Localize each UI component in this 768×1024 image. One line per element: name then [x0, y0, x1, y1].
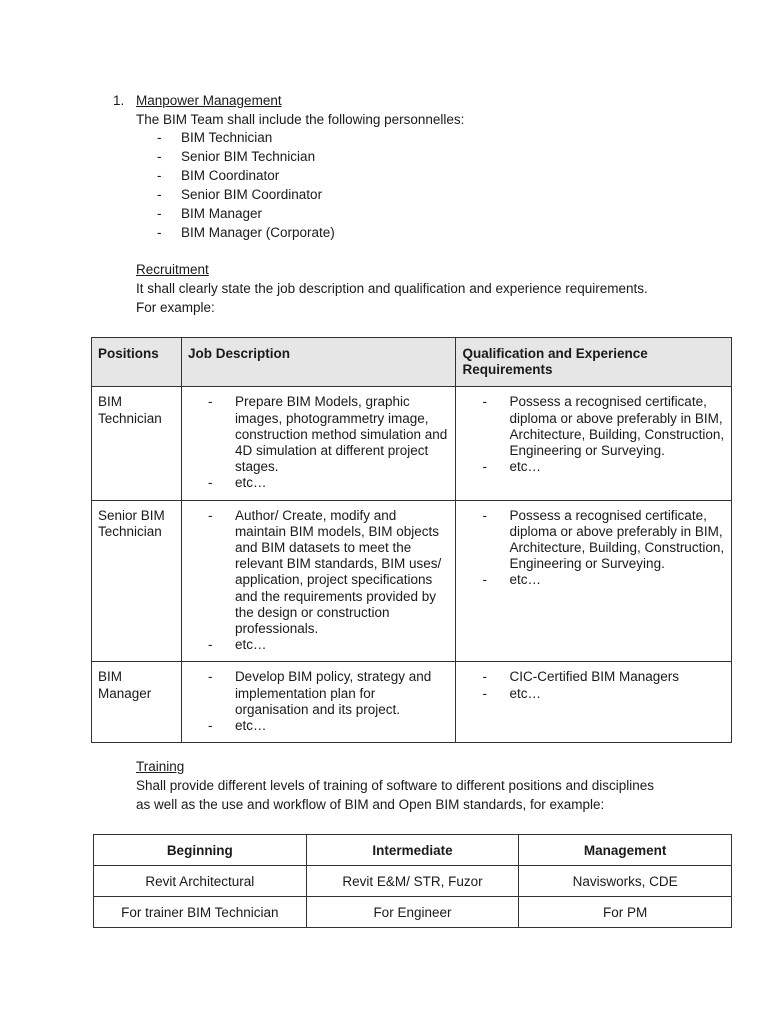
- section-number: 1.: [113, 93, 125, 108]
- recruitment-heading: Recruitment: [136, 262, 209, 277]
- training-heading: Training: [136, 759, 185, 774]
- column-header: Intermediate: [306, 835, 519, 866]
- personnel-list: [157, 128, 335, 242]
- recruitment-text: It shall clearly state the job description and qualification and experience requirements.: [136, 281, 648, 296]
- column-header: Management: [519, 835, 732, 866]
- table-header-row: [92, 338, 732, 387]
- list-item: - etc…: [208, 718, 450, 734]
- table-cell: Navisworks, CDE: [519, 866, 732, 897]
- list-item: - Senior BIM Coordinator: [157, 185, 335, 204]
- list-item: - etc…: [208, 637, 450, 653]
- column-header: Positions: [92, 338, 182, 387]
- table-row: [94, 866, 732, 897]
- table-cell: Revit Architectural: [94, 866, 307, 897]
- list-item: - etc…: [482, 572, 725, 588]
- list-item: - BIM Manager (Corporate): [157, 223, 335, 242]
- column-header: Job Description: [181, 338, 456, 387]
- list-item: - etc…: [482, 459, 725, 475]
- table-row: [92, 662, 732, 743]
- list-item: - Possess a recognised certificate, diploma or above preferably in BIM, Architecture, Building, Construction, Engineering or Surveying.: [482, 508, 725, 573]
- table-cell: For PM: [519, 897, 732, 928]
- table-row: [92, 387, 732, 500]
- table-cell: For Engineer: [306, 897, 519, 928]
- job-description-cell: [181, 662, 456, 743]
- table-cell: For trainer BIM Technician: [94, 897, 307, 928]
- list-item: - Prepare BIM Models, graphic images, photogrammetry image, construction method simulation and 4D simulation at different project stages.: [208, 394, 450, 475]
- list-item: - CIC-Certified BIM Managers: [482, 669, 725, 685]
- list-item: - Possess a recognised certificate, diploma or above preferably in BIM, Architecture, Building, Construction, Engineering or Surveying.: [482, 394, 725, 459]
- qualification-cell: [456, 662, 732, 743]
- job-description-cell: [181, 387, 456, 500]
- list-item: - etc…: [208, 475, 450, 491]
- table-row: [94, 897, 732, 928]
- training-text: Shall provide different levels of training of software to different positions and disciplines: [136, 778, 655, 793]
- list-item: - Author/ Create, modify and maintain BIM models, BIM objects and BIM datasets to meet the relevant BIM standards, BIM uses/ application, project specifications and the requirements provided by the design or construction professionals.: [208, 508, 450, 638]
- positions-table: [91, 337, 732, 743]
- position-cell: BIM Technician: [92, 387, 182, 500]
- list-item: - etc…: [482, 686, 725, 702]
- list-item: - Develop BIM policy, strategy and implementation plan for organisation and its project.: [208, 669, 450, 718]
- training-table: [93, 834, 732, 928]
- qualification-cell: [456, 387, 732, 500]
- section-intro: The BIM Team shall include the following personnelles:: [136, 112, 465, 127]
- training-text-continued: as well as the use and workflow of BIM and Open BIM standards, for example:: [136, 797, 605, 812]
- table-header-row: [94, 835, 732, 866]
- section-title: Manpower Management: [136, 93, 282, 108]
- list-item: - BIM Coordinator: [157, 166, 335, 185]
- list-item: - BIM Technician: [157, 128, 335, 147]
- column-header: Beginning: [94, 835, 307, 866]
- job-description-cell: [181, 500, 456, 662]
- table-row: [92, 500, 732, 662]
- column-header: Qualification and Experience Requirements: [456, 338, 732, 387]
- recruitment-example: For example:: [136, 300, 215, 315]
- qualification-cell: [456, 500, 732, 662]
- table-cell: Revit E&M/ STR, Fuzor: [306, 866, 519, 897]
- list-item: - BIM Manager: [157, 204, 335, 223]
- position-cell: Senior BIM Technician: [92, 500, 182, 662]
- list-item: - Senior BIM Technician: [157, 147, 335, 166]
- position-cell: BIM Manager: [92, 662, 182, 743]
